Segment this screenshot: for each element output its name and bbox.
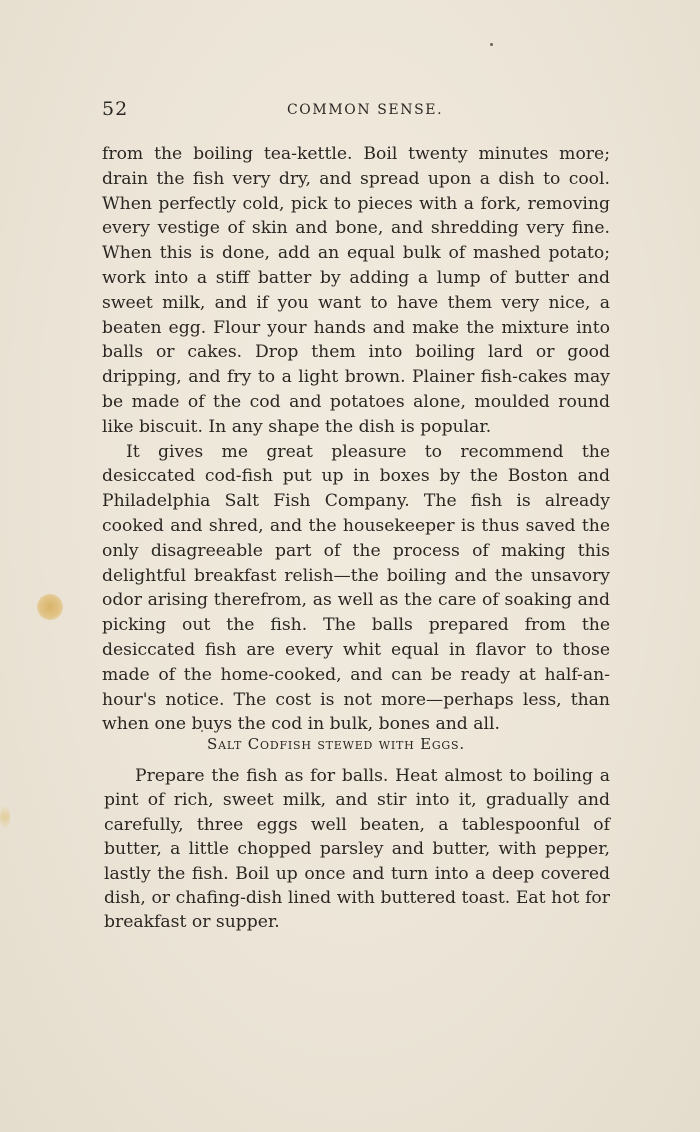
paper-stain [37, 594, 63, 620]
body-text [102, 142, 610, 737]
paragraph: from the boiling tea-kettle. Boil twenty minutes more; drain the fish very dry, and spread upon a dish to cool. When perfectly cold, pick to pieces with a fork, removing every vestige of skin and bone, and shredding very fine. When this is done, add an equal bulk of mashed potato; work into a stiff batter by adding a lump of butter and sweet milk, and if you want to have them very nice, a beaten egg. Flour your hands and make the mixture into balls or cakes. Drop them into boiling lard or good dripping, and fry to a light brown. Plainer fish-cakes may be made of the cod and potatoes alone, moulded round like biscuit. In any shape the dish is popular. [102, 144, 610, 437]
paragraph: It gives me great pleasure to recommend the desiccated cod-fish put up in boxes by the Boston and Philadelphia Salt Fish Company. The fish is already cooked and shred, and the housekeeper is thus saved the only disagreeable part of the process of making this delightful breakfast relish—the boiling and the unsavory odor arising therefrom, as well as the care of soaking and picking out the fish. The balls prepared from the desiccated fish are every whit equal in flavor to those made of the home-cooked, and can be ready at half-an-hour's notice. The cost is not more—perhaps less, than when one buys the cod in bulk, bones and all. [102, 441, 610, 735]
running-head: COMMON SENSE. [287, 102, 444, 118]
paper-stain [0, 806, 10, 828]
section-heading: Salt Codfish stewed with Eggs. [207, 735, 465, 753]
page-number: 52 [102, 98, 129, 120]
paragraph: Prepare the fish as for balls. Heat almost to boiling a pint of rich, sweet milk, and stir into it, gradually and carefully, three eggs well beaten, a tablespoonful of butter, a little chopped parsley and butter, with pepper, lastly the fish. Boil up once and turn into a deep covered dish, or chafing-dish lined with buttered toast. Eat hot for breakfast or supper. [104, 766, 610, 933]
recipe-text [104, 764, 610, 935]
paper-speck [490, 43, 493, 46]
page-header [102, 98, 612, 124]
